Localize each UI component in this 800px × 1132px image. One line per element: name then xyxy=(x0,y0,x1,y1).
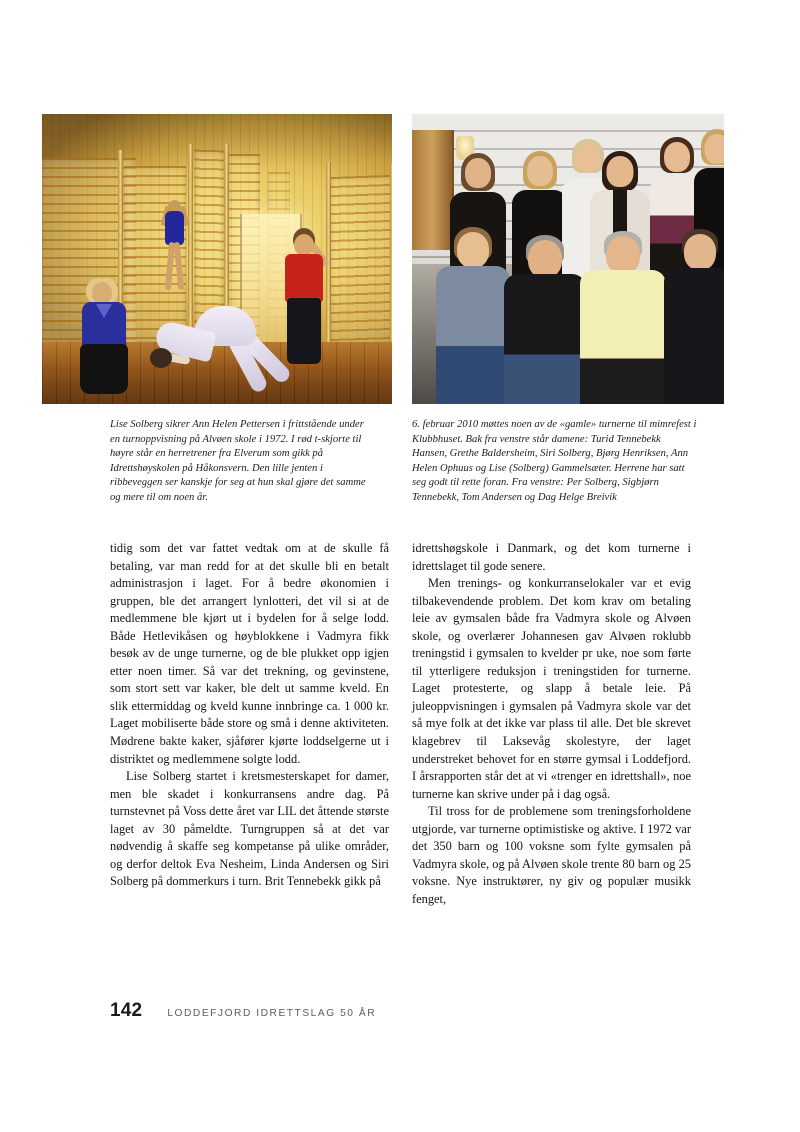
person-front-row xyxy=(504,240,586,404)
head xyxy=(465,158,491,188)
head xyxy=(150,348,172,368)
page-number: 142 xyxy=(110,1000,143,1021)
torso xyxy=(165,211,184,245)
torso xyxy=(664,268,724,404)
photo-gymnastics-1972 xyxy=(42,114,392,404)
head xyxy=(92,282,112,304)
running-head: LODDEFJORD IDRETTSLAG 50 ÅR xyxy=(167,1008,377,1019)
legs xyxy=(80,344,128,394)
wall-bar-post xyxy=(390,164,392,370)
body-column-right xyxy=(412,540,691,908)
photo-row xyxy=(42,114,724,404)
person-front-row xyxy=(580,236,666,404)
head xyxy=(457,232,489,268)
paragraph: Lise Solberg startet i kretsmesterskapet for damer, men ble skadet i konkurransens andre dag. På turnstevnet på Voss dette året var LIL det åttende største laget av 30 påmeldte. Turngruppen så at det var nødvendig å skaffe seg kompetanse på ulike områder, og derfor deltok Eva Nesheim, Linda Andersen og Siri Solberg på dommerkurs i turn. Brit Tennebekk gikk på xyxy=(110,769,389,889)
caption-reunion-2010: 6. februar 2010 møttes noen av de «gamle» turnerne til mimrefest i Klubbhuset. Bak fra venstre står damene: Turid Tennebekk Hansen, Grethe Baldersheim, Siri Solberg, Bjørg Henriksen, Ann Helen Ophuus og Lise (Solberg) Gammelsæter. Herrene har satt seg godt til rette foran. Fra venstre: Per Solberg, Sigbjørn Tennebekk, Tom Andersen og Dag Helge Breivik xyxy=(412,419,697,503)
gymnast-in-backbend xyxy=(150,306,310,398)
torso xyxy=(285,254,323,302)
paragraph: Til tross for de problemene som treningsforholdene utgjorde, var turnerne optimistiske og aktive. I 1972 var det 350 barn og 100 voksne som fylte gymsalen på Vadmyra skole, og på Alvøen skole trente 80 barn og 25 voksne. Nye instruktører, ny giv og populær musikk fenget, xyxy=(412,804,691,906)
photo-reunion-2010 xyxy=(412,114,724,404)
spotter-lise-solberg xyxy=(76,282,134,394)
paragraph: idrettshøgskole i Danmark, og det kom turnerne i idrettslaget til gode senere. xyxy=(412,541,691,573)
paragraph: tidig som det var fattet vedtak om at de skulle få betaling, var man redd for at det skulle bli en betalt administrasjon i laget. For å bedre økonomien i gruppen, ble det arrangert lynlotteri, det vil si at de medlemmene ble kjørt ut i bydelen for å selge lodd. Både Hetlevikåsen og høyblokkene i Vadmyra fikk besøk av de unge turnerne, og de ble plukket opp igjen etter noen timer. Så var det trekning, og gevinstene, som stort sett var kaker, ble delt ut samme kveld. En slik ettermiddag og kveld kunne innbringe ca. 1 000 kr. Laget mobiliserte både store og små i denne aktiviteten. Mødrene bakte kaker, sjåfører kjørte loddselgerne ut i distriktet og medlemmene solgte lodd. xyxy=(110,541,389,766)
girl-on-wall-bars xyxy=(160,200,190,304)
paragraph: Men trenings- og konkurranselokaler var et evig tilbakevendende problem. Det kom krav om betaling leie av gymsalen både fra Vadmyra skole og Alvøen skole, og overlærer Johannesen gav Alvøen roklubb treningstid i gymsalen to kvelder pr uke, noe som førte til ytterligere reduksjon i treningstiden for turnerne. Laget protesterte, og slapp å betale leie. På juleoppvisningen i gymsalen på Vadmyra skole var det så mye folk at det ikke var plass til alle. Det ble skrevet klagebrev til Laksevåg skolestyre, der laget understreket behovet for en større gymsal i Loddefjord. I årsrapporten står det at vi «trenger en idrettshall», noe turnerne kan skrive under på i dag også. xyxy=(412,576,691,801)
torso xyxy=(504,274,586,404)
torso xyxy=(580,270,666,404)
head xyxy=(607,156,634,187)
head xyxy=(705,134,725,164)
leg xyxy=(174,242,185,290)
person-front-row xyxy=(664,234,724,404)
head xyxy=(664,142,690,172)
page-footer xyxy=(110,1000,376,1022)
body-column-left xyxy=(110,540,389,891)
person-front-row xyxy=(436,232,510,404)
caption-gymnastics-1972: Lise Solberg sikrer Ann Helen Pettersen i frittstående under en turnoppvisning på Alvøen skole i 1972. I rød t-skjorte til høyre står en herretrener fra Elverum som gikk på Idrettshøyskolen på Håkonsvern. Den lille jenten i ribbeveggen ser kanskje for seg at hun skal gjøre det samme og mere til om noen år. xyxy=(110,419,366,503)
head xyxy=(528,240,562,278)
torso xyxy=(436,266,510,404)
head xyxy=(684,234,716,270)
head xyxy=(606,236,640,274)
torso xyxy=(82,302,126,350)
head xyxy=(527,156,553,186)
wall-bars-section xyxy=(330,175,392,357)
